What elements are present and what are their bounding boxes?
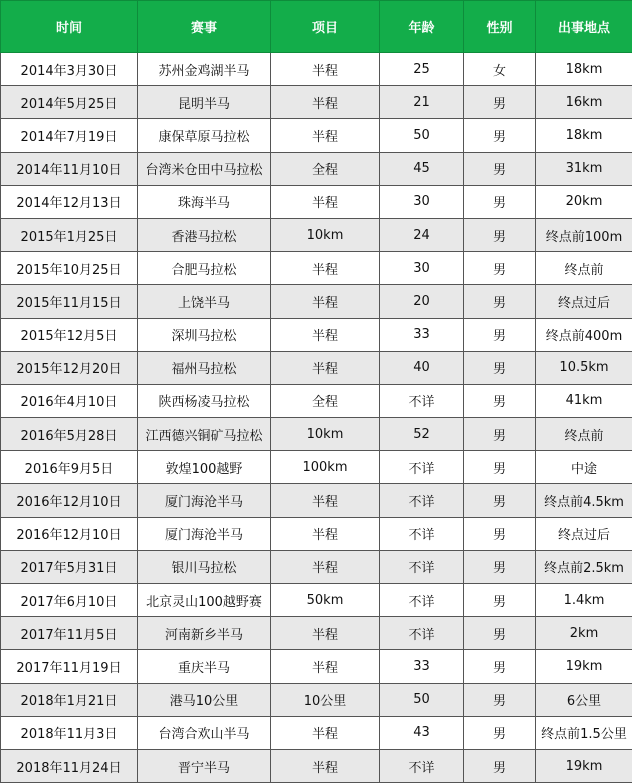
cell-event: 敦煌100越野 (138, 451, 271, 484)
cell-age: 30 (380, 252, 464, 285)
cell-time: 2014年5月25日 (1, 86, 138, 119)
cell-time: 2017年11月5日 (1, 617, 138, 650)
table-row (1, 451, 632, 484)
table-row (1, 86, 632, 119)
cell-time: 2015年12月20日 (1, 351, 138, 384)
cell-category: 半程 (271, 185, 380, 218)
cell-category: 50km (271, 584, 380, 617)
cell-location: 终点前100m (536, 218, 632, 251)
cell-age: 24 (380, 218, 464, 251)
cell-event: 珠海半马 (138, 185, 271, 218)
cell-age: 不详 (380, 749, 464, 782)
cell-location: 16km (536, 86, 632, 119)
cell-age: 不详 (380, 484, 464, 517)
cell-age: 33 (380, 650, 464, 683)
cell-time: 2017年11月19日 (1, 650, 138, 683)
cell-age: 52 (380, 418, 464, 451)
cell-time: 2015年12月5日 (1, 318, 138, 351)
table-row (1, 716, 632, 749)
table-row (1, 285, 632, 318)
header-category: 项目 (271, 1, 380, 53)
cell-event: 苏州金鸡湖半马 (138, 53, 271, 86)
cell-event: 北京灵山100越野赛 (138, 584, 271, 617)
cell-time: 2018年11月24日 (1, 749, 138, 782)
cell-location: 终点过后 (536, 285, 632, 318)
cell-category: 半程 (271, 351, 380, 384)
cell-location: 终点前1.5公里 (536, 716, 632, 749)
cell-event: 深圳马拉松 (138, 318, 271, 351)
cell-gender: 男 (464, 86, 536, 119)
cell-age: 不详 (380, 584, 464, 617)
cell-location: 终点前400m (536, 318, 632, 351)
table-row (1, 384, 632, 417)
cell-category: 半程 (271, 53, 380, 86)
cell-location: 6公里 (536, 683, 632, 716)
cell-event: 台湾合欢山半马 (138, 716, 271, 749)
cell-category: 10km (271, 218, 380, 251)
cell-time: 2016年9月5日 (1, 451, 138, 484)
header-age: 年龄 (380, 1, 464, 53)
cell-event: 昆明半马 (138, 86, 271, 119)
cell-location: 终点前2.5km (536, 550, 632, 583)
cell-event: 福州马拉松 (138, 351, 271, 384)
cell-age: 不详 (380, 617, 464, 650)
cell-category: 10km (271, 418, 380, 451)
cell-category: 半程 (271, 749, 380, 782)
cell-gender: 男 (464, 418, 536, 451)
cell-gender: 男 (464, 152, 536, 185)
cell-category: 半程 (271, 517, 380, 550)
cell-time: 2014年3月30日 (1, 53, 138, 86)
header-time: 时间 (1, 1, 138, 53)
table-row (1, 218, 632, 251)
cell-gender: 男 (464, 351, 536, 384)
table-row (1, 584, 632, 617)
table-row (1, 617, 632, 650)
cell-age: 40 (380, 351, 464, 384)
cell-location: 终点前 (536, 252, 632, 285)
cell-event: 台湾米仓田中马拉松 (138, 152, 271, 185)
cell-gender: 男 (464, 584, 536, 617)
cell-age: 33 (380, 318, 464, 351)
cell-time: 2015年10月25日 (1, 252, 138, 285)
table-row (1, 418, 632, 451)
cell-time: 2016年12月10日 (1, 517, 138, 550)
cell-gender: 男 (464, 716, 536, 749)
cell-gender: 男 (464, 384, 536, 417)
cell-age: 不详 (380, 384, 464, 417)
cell-location: 20km (536, 185, 632, 218)
cell-age: 50 (380, 683, 464, 716)
header-gender: 性别 (464, 1, 536, 53)
cell-age: 25 (380, 53, 464, 86)
cell-age: 不详 (380, 550, 464, 583)
header-row (1, 1, 632, 53)
cell-event: 厦门海沧半马 (138, 517, 271, 550)
table-row (1, 550, 632, 583)
cell-age: 30 (380, 185, 464, 218)
cell-category: 半程 (271, 484, 380, 517)
cell-location: 中途 (536, 451, 632, 484)
table-row (1, 185, 632, 218)
cell-category: 10公里 (271, 683, 380, 716)
cell-age: 21 (380, 86, 464, 119)
cell-time: 2017年6月10日 (1, 584, 138, 617)
cell-gender: 男 (464, 550, 536, 583)
cell-age: 不详 (380, 451, 464, 484)
cell-event: 厦门海沧半马 (138, 484, 271, 517)
cell-event: 康保草原马拉松 (138, 119, 271, 152)
cell-gender: 男 (464, 218, 536, 251)
cell-time: 2016年5月28日 (1, 418, 138, 451)
cell-time: 2015年11月15日 (1, 285, 138, 318)
cell-category: 半程 (271, 716, 380, 749)
cell-location: 18km (536, 119, 632, 152)
cell-category: 全程 (271, 384, 380, 417)
table-row (1, 749, 632, 782)
cell-gender: 男 (464, 484, 536, 517)
cell-age: 50 (380, 119, 464, 152)
cell-category: 半程 (271, 650, 380, 683)
cell-location: 终点前4.5km (536, 484, 632, 517)
cell-gender: 男 (464, 185, 536, 218)
cell-time: 2014年12月13日 (1, 185, 138, 218)
cell-location: 19km (536, 749, 632, 782)
cell-event: 银川马拉松 (138, 550, 271, 583)
table-row (1, 119, 632, 152)
cell-event: 陕西杨凌马拉松 (138, 384, 271, 417)
cell-event: 港马10公里 (138, 683, 271, 716)
cell-time: 2018年1月21日 (1, 683, 138, 716)
cell-category: 半程 (271, 285, 380, 318)
table-row (1, 53, 632, 86)
cell-gender: 女 (464, 53, 536, 86)
cell-gender: 男 (464, 617, 536, 650)
cell-location: 19km (536, 650, 632, 683)
cell-location: 18km (536, 53, 632, 86)
table-row (1, 152, 632, 185)
cell-category: 半程 (271, 119, 380, 152)
cell-time: 2017年5月31日 (1, 550, 138, 583)
cell-category: 半程 (271, 86, 380, 119)
cell-gender: 男 (464, 749, 536, 782)
cell-age: 不详 (380, 517, 464, 550)
cell-event: 江西德兴铜矿马拉松 (138, 418, 271, 451)
table-row (1, 683, 632, 716)
cell-time: 2018年11月3日 (1, 716, 138, 749)
cell-category: 半程 (271, 550, 380, 583)
cell-gender: 男 (464, 285, 536, 318)
cell-time: 2016年4月10日 (1, 384, 138, 417)
cell-location: 41km (536, 384, 632, 417)
table-row (1, 517, 632, 550)
cell-location: 31km (536, 152, 632, 185)
table-row (1, 650, 632, 683)
header-event: 赛事 (138, 1, 271, 53)
table-row (1, 252, 632, 285)
cell-time: 2014年11月10日 (1, 152, 138, 185)
cell-age: 45 (380, 152, 464, 185)
cell-location: 10.5km (536, 351, 632, 384)
cell-event: 河南新乡半马 (138, 617, 271, 650)
cell-gender: 男 (464, 517, 536, 550)
cell-location: 1.4km (536, 584, 632, 617)
cell-category: 半程 (271, 318, 380, 351)
cell-location: 终点过后 (536, 517, 632, 550)
cell-event: 晋宁半马 (138, 749, 271, 782)
cell-category: 半程 (271, 617, 380, 650)
cell-category: 全程 (271, 152, 380, 185)
table-row (1, 484, 632, 517)
table-row (1, 318, 632, 351)
cell-age: 20 (380, 285, 464, 318)
cell-event: 香港马拉松 (138, 218, 271, 251)
cell-gender: 男 (464, 650, 536, 683)
cell-gender: 男 (464, 252, 536, 285)
cell-location: 2km (536, 617, 632, 650)
header-location: 出事地点 (536, 1, 632, 53)
cell-age: 43 (380, 716, 464, 749)
cell-gender: 男 (464, 451, 536, 484)
cell-event: 重庆半马 (138, 650, 271, 683)
cell-time: 2014年7月19日 (1, 119, 138, 152)
cell-time: 2015年1月25日 (1, 218, 138, 251)
cell-category: 半程 (271, 252, 380, 285)
cell-location: 终点前 (536, 418, 632, 451)
table-body (1, 53, 632, 783)
table-row (1, 351, 632, 384)
cell-gender: 男 (464, 683, 536, 716)
cell-event: 合肥马拉松 (138, 252, 271, 285)
cell-gender: 男 (464, 318, 536, 351)
cell-gender: 男 (464, 119, 536, 152)
cell-event: 上饶半马 (138, 285, 271, 318)
cell-time: 2016年12月10日 (1, 484, 138, 517)
cell-category: 100km (271, 451, 380, 484)
